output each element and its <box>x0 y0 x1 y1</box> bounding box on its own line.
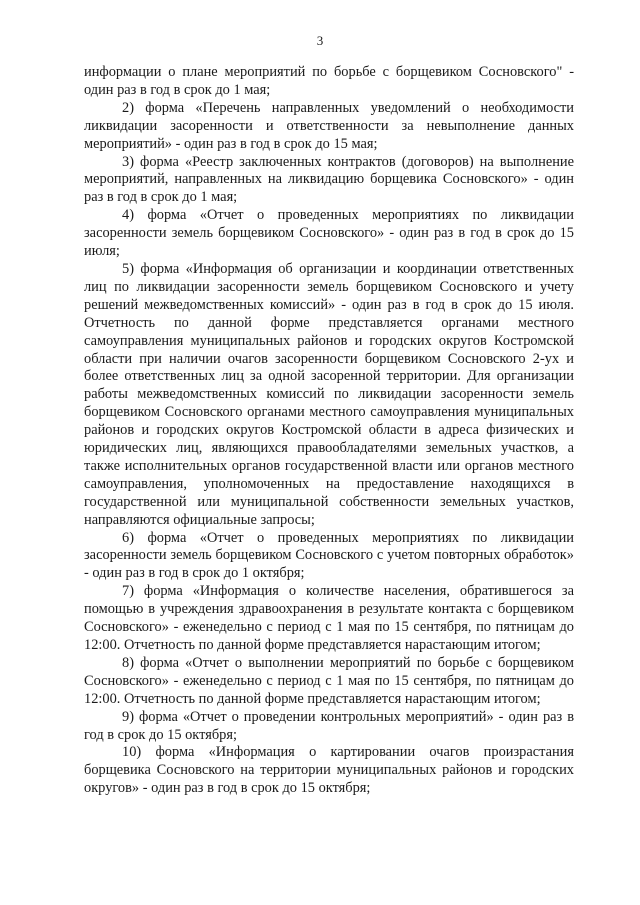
paragraph-item-9: 9) форма «Отчет о проведении контрольных мероприятий» - один раз в год в срок до 15 октября; <box>84 708 574 743</box>
paragraph-item-7: 7) форма «Информация о количестве населения, обратившегося за помощью в учреждения здравоохранения в результате контакта с борщевиком Сосновского» - еженедельно с период с 1 мая по 15 сентября, по пятницам до 12:00. Отчетность по данной форме представляется нарастающим итогом; <box>84 583 574 653</box>
document-body <box>84 64 574 798</box>
paragraph-item-2: 2) форма «Перечень направленных уведомлений о необходимости ликвидации засоренности и ответственности за невыполнение данных мероприятий» - один раз в год в срок до 15 мая; <box>84 99 574 152</box>
paragraph-item-8: 8) форма «Отчет о выполнении мероприятий по борьбе с борщевиком Сосновского» - еженедельно с период с 1 мая по 15 сентября, по пятницам до 12:00. Отчетность по данной форме представляется нарастающим итогом; <box>84 654 574 707</box>
paragraph-item-4: 4) форма «Отчет о проведенных мероприятиях по ликвидации засоренности земель борщевиком Сосновского» - один раз в год в срок до 15 июля; <box>84 207 574 260</box>
paragraph-continuation: информации о плане мероприятий по борьбе с борщевиком Сосновского" - один раз в год в срок до 1 мая; <box>84 64 574 98</box>
paragraph-item-10: 10) форма «Информация о картировании очагов произрастания борщевика Сосновского на территории муниципальных районов и городских округов» - один раз в год в срок до 15 октября; <box>84 744 574 797</box>
paragraph-item-6: 6) форма «Отчет о проведенных мероприятиях по ликвидации засоренности земель борщевиком Сосновского с учетом повторных обработок» - один раз в год в срок до 1 октября; <box>84 529 574 582</box>
paragraph-item-3: 3) форма «Реестр заключенных контрактов (договоров) на выполнение мероприятий, направленных на ликвидацию борщевика Сосновского» - один раз в год в срок до 1 мая; <box>84 153 574 206</box>
paragraph-item-5: 5) форма «Информация об организации и координации ответственных лиц по ликвидации засоренности земель борщевиком Сосновского и учету решений межведомственных комиссий» - один раз в год в срок до 15 июля. Отчетность по данной форме представляется органами местного самоуправления муниципальных районов и городских округов Костромской области при наличии очагов засоренности борщевиком Сосновского 2-ух и более ответственных лиц за одной засоренной территории. Для организации работы межведомственных комиссий по ликвидации засоренности земель борщевиком Сосновского органами местного самоуправления муниципальных районов и городских округов Костромской области в адреса физических и юридических лиц, являющихся правообладателями земельных участков, а также исполнительных органов государственной власти или органов местного самоуправления, уполномоченных на предоставление находящихся в государственной или муниципальной собственности земельных участков, направляются официальные запросы; <box>84 260 574 528</box>
page-number: 3 <box>316 33 324 48</box>
